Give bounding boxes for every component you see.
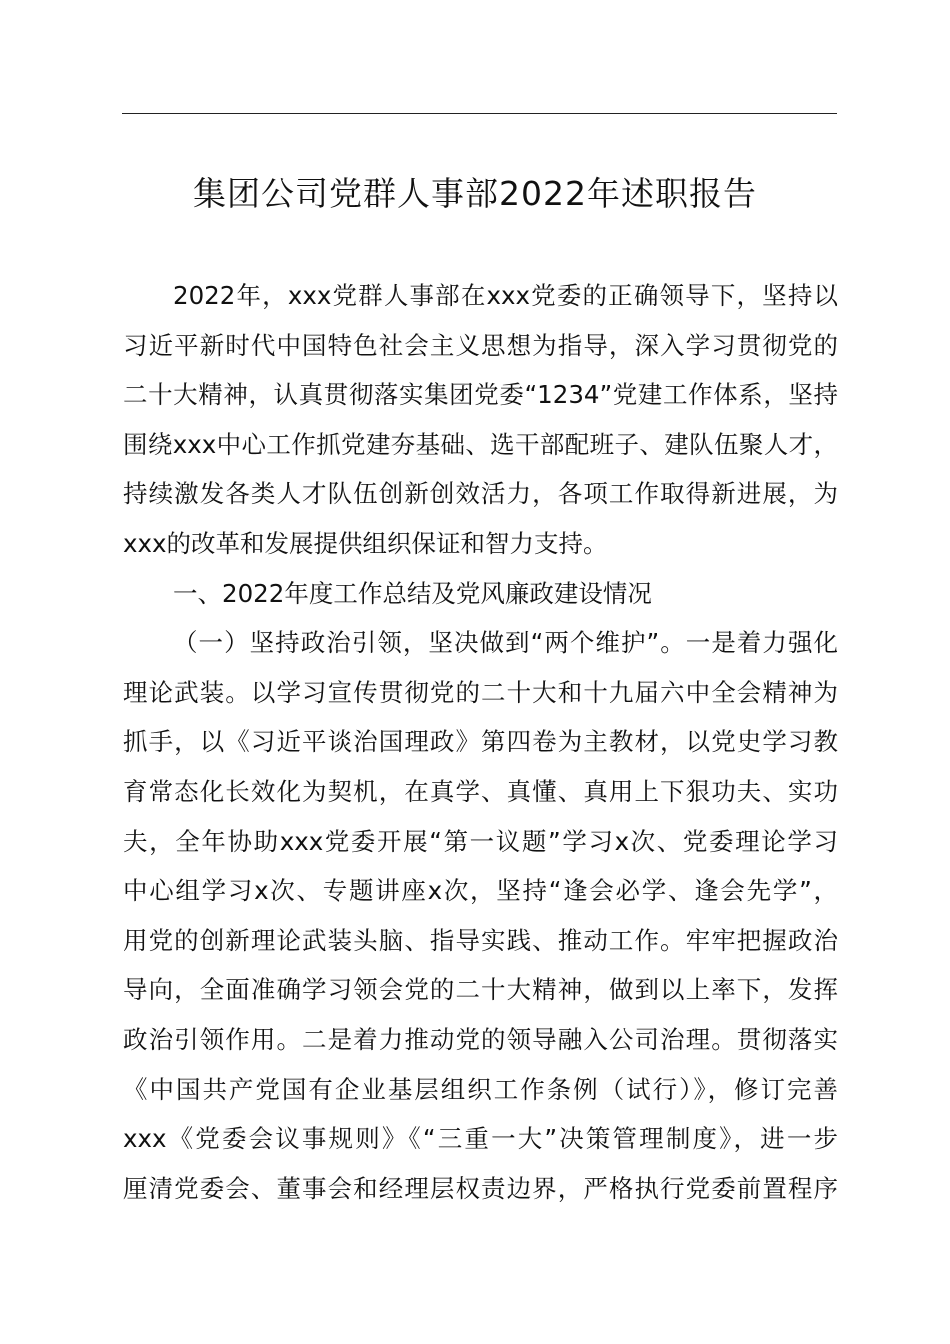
paragraph-line: 2022年，xxx党群人事部在xxx党委的正确领导下，坚持以 (173, 281, 838, 310)
paragraph-line: 抓手，以《习近平谈治国理政》第四卷为主教材，以党史学习教 (123, 727, 838, 757)
paragraph-line: xxx《党委会议事规则》《“三重一大”决策管理制度》，进一步 (123, 1124, 838, 1154)
document-body (123, 271, 838, 1213)
paragraph-line: 政治引领作用。二是着力推动党的领导融入公司治理。贯彻落实 (123, 1024, 838, 1054)
paragraph-line: 导向，全面准确学习领会党的二十大精神，做到以上率下，发挥 (123, 975, 838, 1005)
section-heading: 一、2022年度工作总结及党风廉政建设情况 (173, 578, 652, 608)
paragraph-line: 围绕xxx中心工作抓党建夯基础、选干部配班子、建队伍聚人才， (123, 429, 838, 459)
paragraph-line: 厘清党委会、董事会和经理层权责边界，严格执行党委前置程序 (123, 1173, 838, 1203)
paragraph-line: 习近平新时代中国特色社会主义思想为指导，深入学习贯彻党的 (123, 330, 838, 360)
paragraph-line: （一）坚持政治引领，坚决做到“两个维护”。一是着力强化 (173, 628, 838, 658)
paragraph-line: 理论武装。以学习宣传贯彻党的二十大和十九届六中全会精神为 (123, 677, 838, 707)
header-rule (122, 113, 837, 114)
paragraph-line: 持续激发各类人才队伍创新创效活力，各项工作取得新进展，为 (123, 479, 838, 509)
paragraph-line: 中心组学习x次、专题讲座x次，坚持“逢会必学、逢会先学”， (123, 876, 838, 906)
document-title: 集团公司党群人事部2022年述职报告 (193, 174, 757, 213)
paragraph-line: 育常态化长效化为契机，在真学、真懂、真用上下狠功夫、实功 (123, 776, 838, 806)
paragraph-line: 用党的创新理论武装头脑、指导实践、推动工作。牢牢把握政治 (123, 925, 838, 955)
paragraph-line: 二十大精神，认真贯彻落实集团党委“1234”党建工作体系，坚持 (123, 380, 838, 410)
paragraph-line: 《中国共产党国有企业基层组织工作条例（试行）》，修订完善 (123, 1074, 838, 1104)
paragraph-line: xxx的改革和发展提供组织保证和智力支持。 (123, 528, 608, 558)
paragraph-line: 夫，全年协助xxx党委开展“第一议题”学习x次、党委理论学习 (123, 826, 838, 856)
